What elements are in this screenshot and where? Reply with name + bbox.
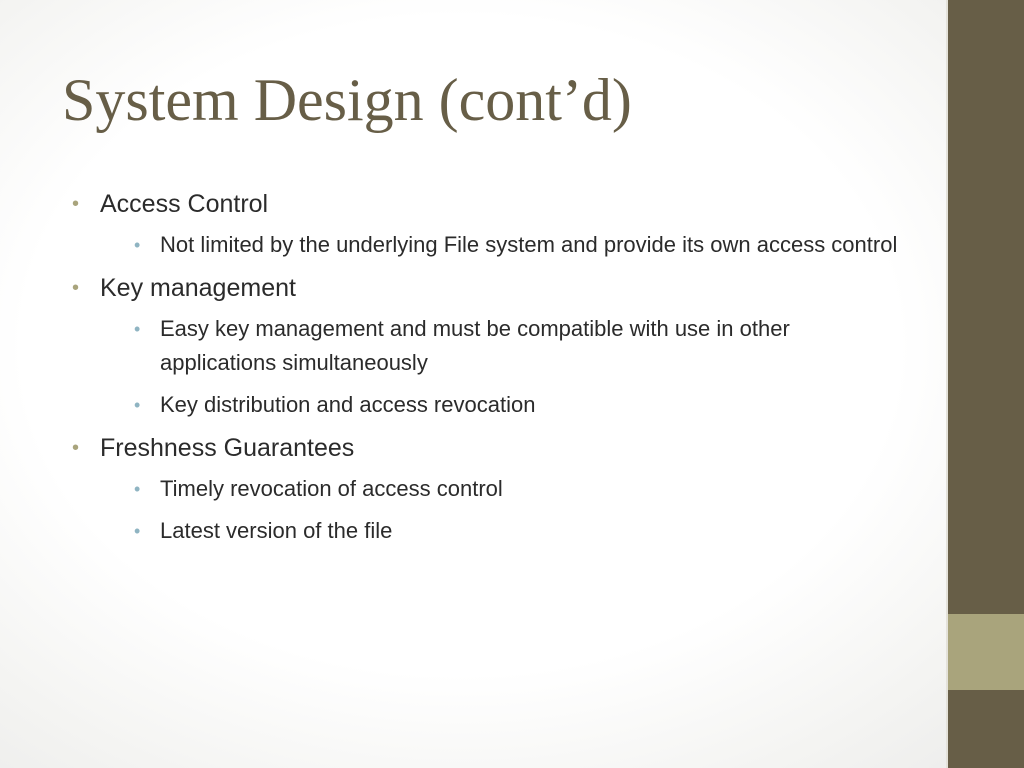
sub-list-item-label: Key distribution and access revocation bbox=[160, 392, 536, 417]
sub-list-item bbox=[134, 228, 902, 262]
bullet-icon: • bbox=[72, 437, 80, 459]
list-item-label: Freshness Guarantees bbox=[100, 434, 355, 462]
sub-list-item bbox=[134, 514, 902, 548]
sub-bullet-list bbox=[100, 472, 902, 548]
bullet-icon: • bbox=[134, 479, 141, 499]
list-item-label: Access Control bbox=[100, 190, 269, 218]
sub-list-item bbox=[134, 472, 902, 506]
list-item bbox=[72, 270, 902, 422]
sub-bullet-list bbox=[100, 312, 902, 422]
sub-list-item-label: Latest version of the file bbox=[160, 518, 393, 543]
bullet-list bbox=[72, 186, 902, 556]
sub-list-item-label: Not limited by the underlying File system and provide its own access control bbox=[160, 232, 898, 257]
sub-list-item bbox=[134, 312, 902, 380]
bullet-icon: • bbox=[134, 319, 141, 339]
list-item bbox=[72, 186, 902, 262]
sub-bullet-list bbox=[100, 228, 902, 262]
bullet-icon: • bbox=[134, 235, 141, 255]
slide-title: System Design (cont’d) bbox=[62, 67, 632, 133]
list-item-label: Key management bbox=[100, 274, 296, 302]
bullet-icon: • bbox=[134, 395, 141, 415]
side-accent-block bbox=[948, 614, 1024, 690]
bullet-icon: • bbox=[134, 521, 141, 541]
bullet-icon: • bbox=[72, 277, 80, 299]
sub-list-item-label: Timely revocation of access control bbox=[160, 476, 503, 501]
sub-list-item-label: Easy key management and must be compatible with use in other applications simultaneously bbox=[160, 316, 790, 375]
list-item bbox=[72, 430, 902, 548]
sub-list-item bbox=[134, 388, 902, 422]
bullet-icon: • bbox=[72, 193, 80, 215]
